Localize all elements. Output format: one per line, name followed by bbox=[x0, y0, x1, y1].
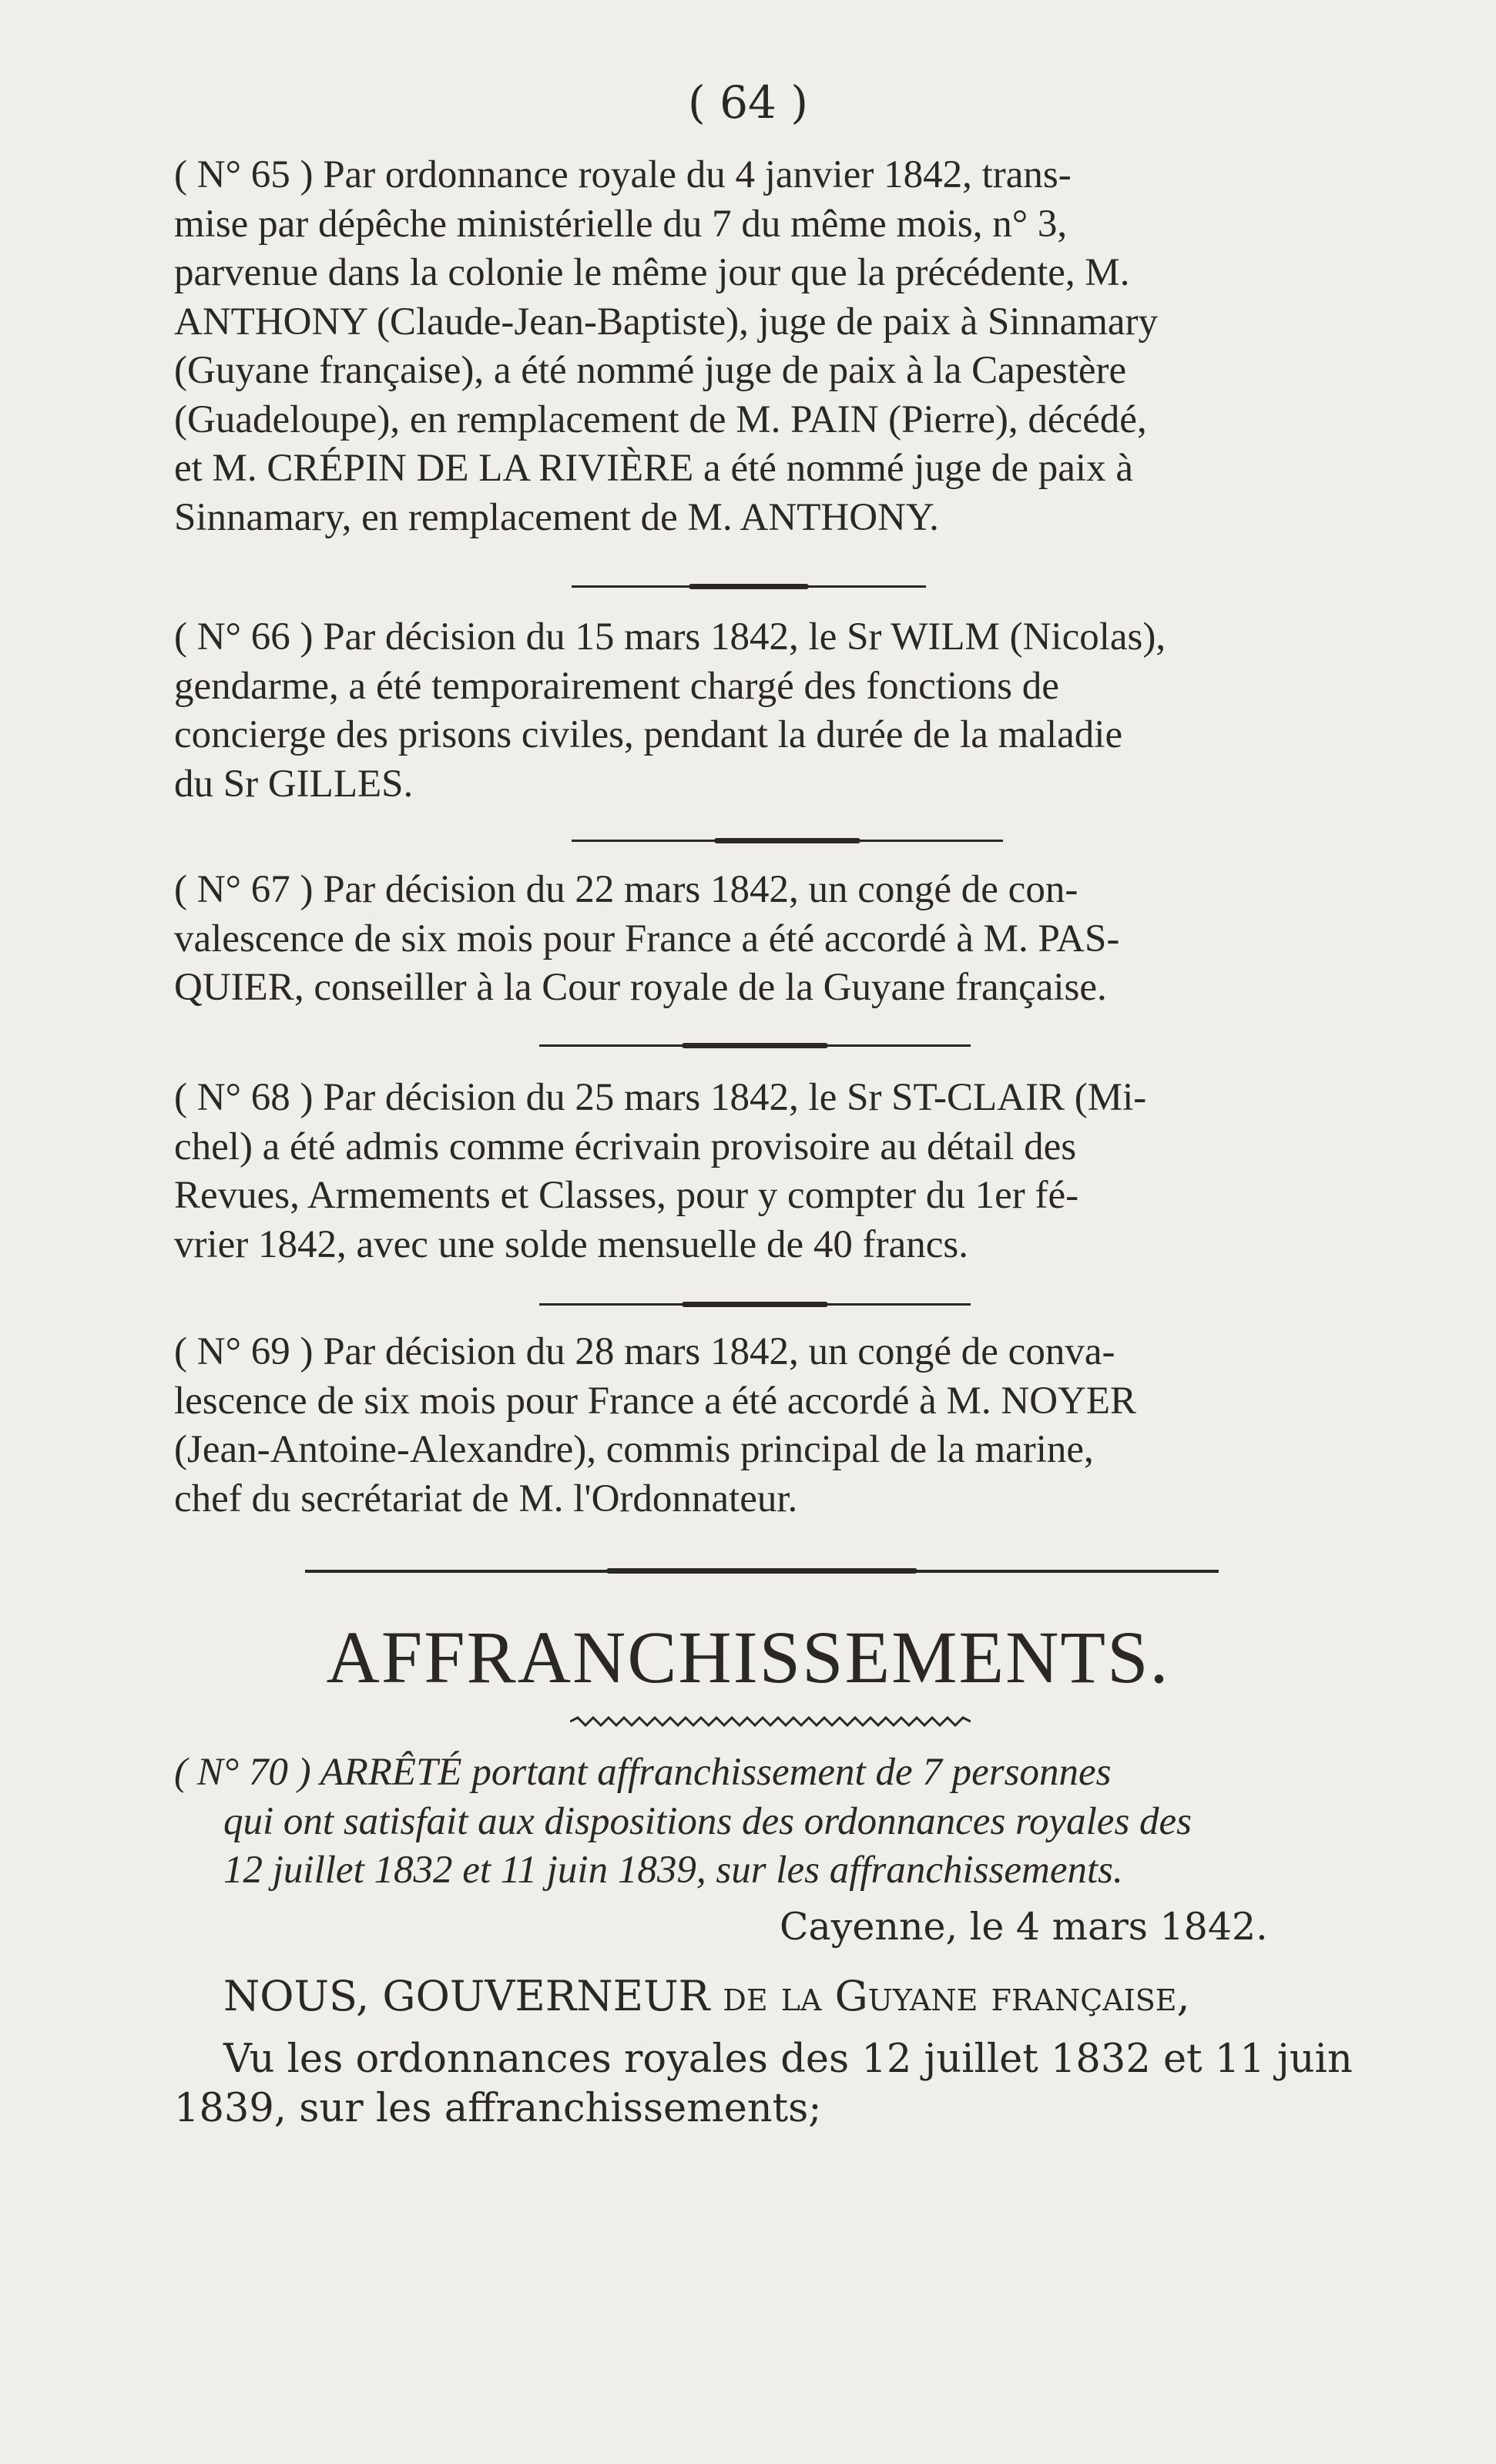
separator-rule bbox=[539, 1044, 971, 1047]
entry-65 bbox=[174, 151, 1360, 542]
arrete-title bbox=[174, 1748, 1360, 1896]
text-line: concierge des prisons civiles, pendant la durée de la maladie bbox=[174, 713, 1123, 756]
text-line: valescence de six mois pour France a été accordé à M. PAS- bbox=[174, 917, 1120, 960]
text-line: chef du secrétariat de M. l'Ordonnateur. bbox=[174, 1477, 798, 1520]
text-line: chel) a été admis comme écrivain provisoire au détail des bbox=[174, 1125, 1077, 1168]
arrete-vu bbox=[174, 2035, 1360, 2133]
entry-68 bbox=[174, 1074, 1360, 1269]
separator-rule bbox=[539, 1303, 971, 1306]
text-line: (Guyane française), a été nommé juge de paix à la Capestère bbox=[174, 349, 1127, 392]
page-number: ( 64 ) bbox=[688, 76, 808, 129]
text-line: ( N° 70 ) ARRÊTÉ portant affranchissement de 7 personnes bbox=[174, 1751, 1112, 1794]
text-line: vrier 1842, avec une solde mensuelle de 40 francs. bbox=[174, 1222, 968, 1266]
arrete-date: Cayenne, le 4 mars 1842. bbox=[780, 1905, 1268, 1949]
text-line: qui ont satisfait aux dispositions des ordonnances royales des bbox=[223, 1799, 1192, 1843]
text-line: parvenue dans la colonie le même jour que la précédente, M. bbox=[174, 251, 1130, 294]
text-line: Vu les ordonnances royales des 12 juillet 1832 et 11 juin bbox=[223, 2037, 1353, 2082]
ornament-divider bbox=[570, 1716, 971, 1727]
text-line: (Guadeloupe), en remplacement de M. PAIN (Pierre), décédé, bbox=[174, 397, 1147, 441]
entry-69 bbox=[174, 1328, 1360, 1524]
text-line: QUIER, conseiller à la Cour royale de la Guyane française. bbox=[174, 966, 1107, 1009]
text-line: ( N° 69 ) Par décision du 28 mars 1842, un congé de conva- bbox=[174, 1330, 1115, 1373]
text-line: ( N° 67 ) Par décision du 22 mars 1842, un congé de con- bbox=[174, 868, 1078, 911]
separator-rule bbox=[572, 840, 1003, 842]
separator-rule bbox=[572, 585, 926, 588]
text-line: 1839, sur les affranchissements; bbox=[174, 2085, 822, 2131]
text-line: du Sr GILLES. bbox=[174, 762, 414, 806]
text-line: ( N° 66 ) Par décision du 15 mars 1842, le Sr WILM (Nicolas), bbox=[174, 615, 1166, 659]
section-heading: AFFRANCHISSEMENTS. bbox=[326, 1616, 1170, 1698]
entry-66 bbox=[174, 613, 1360, 809]
text-line: Revues, Armements et Classes, pour y compter du 1er fé- bbox=[174, 1174, 1079, 1217]
entry-67 bbox=[174, 866, 1360, 1013]
arrete-nous: NOUS, GOUVERNEUR de la Guyane française, bbox=[223, 1972, 1190, 2020]
text-line: ( N° 68 ) Par décision du 25 mars 1842, le Sr ST-CLAIR (Mi- bbox=[174, 1076, 1147, 1119]
text-line: mise par dépêche ministérielle du 7 du même mois, n° 3, bbox=[174, 202, 1068, 246]
text-line: et M. CRÉPIN DE LA RIVIÈRE a été nommé juge de paix à bbox=[174, 447, 1133, 490]
text-line: Sinnamary, en remplacement de M. ANTHONY. bbox=[174, 495, 939, 539]
text-line: lescence de six mois pour France a été accordé à M. NOYER bbox=[174, 1379, 1137, 1423]
text-line: ( N° 65 ) Par ordonnance royale du 4 janvier 1842, trans- bbox=[174, 153, 1072, 196]
section-rule bbox=[305, 1570, 1219, 1573]
text-line: gendarme, a été temporairement chargé des fonctions de bbox=[174, 664, 1059, 708]
text-line: 12 juillet 1832 et 11 juin 1839, sur les affranchissements. bbox=[223, 1849, 1123, 1892]
text-line: (Jean-Antoine-Alexandre), commis principal de la marine, bbox=[174, 1428, 1094, 1471]
text-line: ANTHONY (Claude-Jean-Baptiste), juge de paix à Sinnamary bbox=[174, 300, 1158, 344]
